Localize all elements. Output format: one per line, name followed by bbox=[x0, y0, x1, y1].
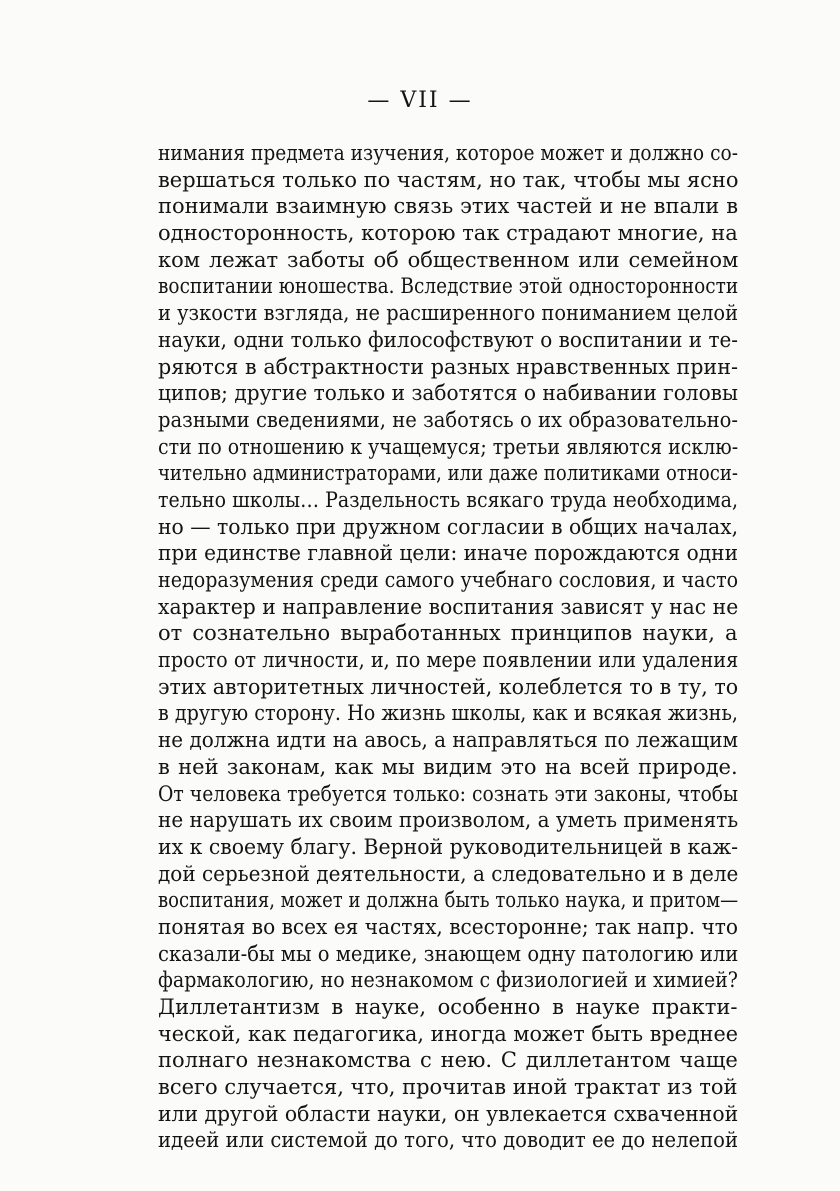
text-line: этих авторитетных личностей, колеблется то в ту, то bbox=[158, 674, 739, 699]
text-line: или другой области науки, он увлекается схваченной bbox=[158, 1101, 739, 1126]
text-line: нимания предмета изучения, которое может и должно со- bbox=[158, 141, 739, 165]
text-line: от сознательно выработанных принципов науки, а bbox=[158, 621, 738, 646]
text-line: всего случается, что, прочитав иной трактат из той bbox=[158, 1075, 738, 1100]
text-line: при единстве главной цели: иначе порождаются одни bbox=[158, 541, 739, 566]
text-line: понятая во всех ея частях, всесторонне; так напр. что bbox=[158, 914, 739, 939]
text-line: вершаться только по частям, но так, чтобы мы ясно bbox=[158, 167, 739, 192]
text-line: просто от личности, и, по мере появлении или удаления bbox=[158, 648, 739, 673]
text-line: науки, одни только философствуют о воспитании и те- bbox=[158, 327, 739, 352]
text-line: но — только при дружном согласии в общих началах, bbox=[158, 514, 739, 539]
text-line: полнаго незнакомства с нею. С диллетантом чаще bbox=[158, 1048, 738, 1073]
page-number-header: — VII — bbox=[367, 88, 473, 113]
text-line: От человека требуется только: сознать эти законы, чтобы bbox=[158, 781, 739, 806]
text-line: воспитания, может и должна быть только наука, и притом— bbox=[158, 888, 739, 913]
text-line: ципов; другие только и заботятся о набивании головы bbox=[158, 381, 739, 406]
text-line: недоразумения среди самого учебнаго сословия, и часто bbox=[158, 568, 739, 592]
text-line: в другую сторону. Но жизнь школы, как и всякая жизнь, bbox=[158, 701, 738, 726]
text-line: их к своему благу. Верной руководительницей в каж- bbox=[158, 834, 739, 859]
text-line: не должна идти на авось, а направляться по лежащим bbox=[158, 728, 739, 753]
text-line: сти по отношению к учащемуся; третьи являются исклю- bbox=[158, 434, 739, 459]
text-line: ком лежат заботы об общественном или семейном bbox=[158, 247, 739, 272]
text-line: не нарушать их своим произволом, а уметь применять bbox=[158, 808, 739, 833]
text-line: разными сведениями, не заботясь о их образовательно- bbox=[158, 407, 739, 432]
text-line: понимали взаимную связь этих частей и не впали в bbox=[158, 194, 739, 219]
text-line: в ней законам, как мы видим это на всей природе. bbox=[158, 754, 738, 779]
text-line: Диллетантизм в науке, особенно в науке практи- bbox=[158, 995, 738, 1019]
text-line: сказали-бы мы о медике, знающем одну патологию или bbox=[158, 941, 739, 966]
body-text bbox=[158, 140, 738, 1154]
text-line: тельно школы… Раздельность всякаго труда необходима, bbox=[158, 487, 738, 512]
text-line: характер и направление воспитания зависят у нас не bbox=[158, 594, 739, 619]
text-line: односторонность, которою так страдают многие, на bbox=[158, 221, 738, 246]
text-line: и узкости взгляда, не расширенного пониманием целой bbox=[158, 301, 739, 326]
text-line: воспитании юношества. Вследствие этой односторонности bbox=[158, 274, 739, 299]
text-line: фармакологию, но незнакомом с физиологией и химией? bbox=[158, 968, 738, 993]
text-line: идеей или системой до того, что доводит ее до нелепой bbox=[158, 1128, 739, 1153]
text-line: чительно администраторами, или даже политиками относи- bbox=[158, 461, 739, 486]
text-line: ряются в абстрактности разных нравственных прин- bbox=[158, 354, 738, 379]
text-line: ческой, как педагогика, иногда может быть вреднее bbox=[158, 1021, 739, 1046]
text-line: дой серьезной деятельности, а следовательно и в деле bbox=[158, 861, 739, 886]
